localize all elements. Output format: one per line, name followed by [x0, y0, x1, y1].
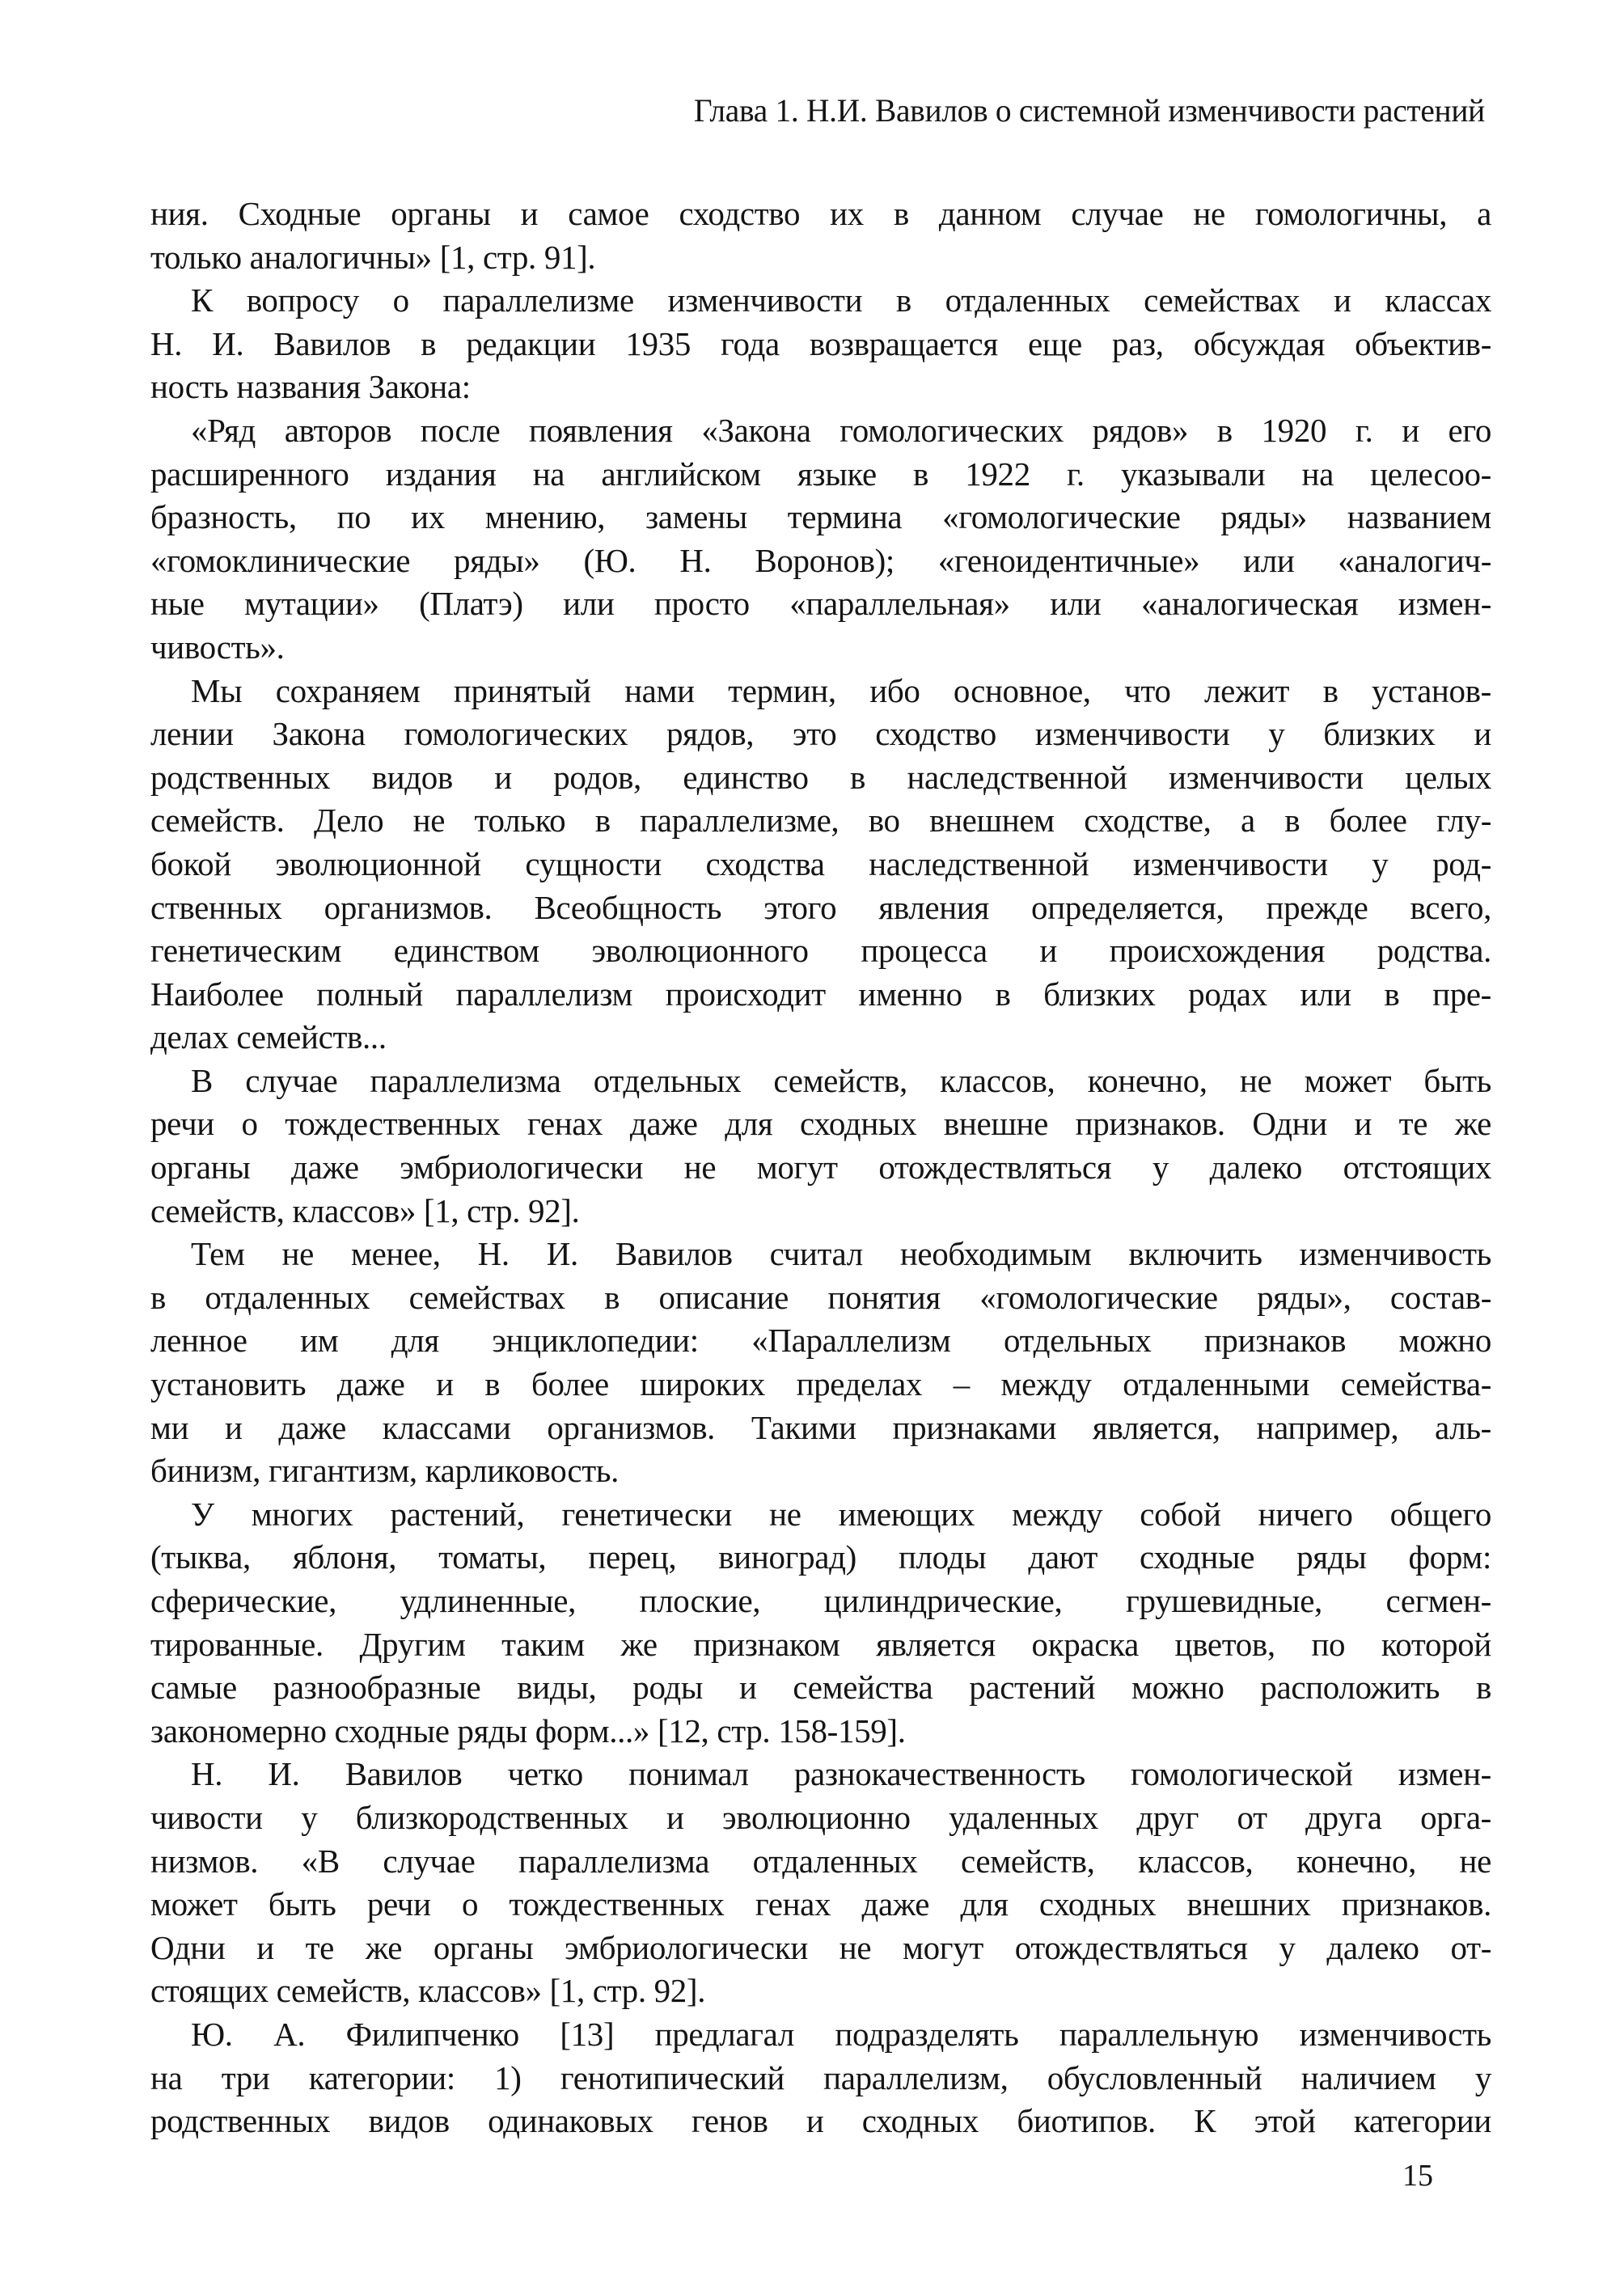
quote-paragraph [150, 1493, 1491, 1754]
text-line: У многих растений, генетически не имеющих между собой ничего общего [191, 1495, 1491, 1533]
text-line: ственных организмов. Всеобщность этого явления определяется, прежде всего, [150, 888, 1491, 926]
running-header: Глава 1. Н.И. Вавилов о системной изменчивости растений [693, 92, 1485, 129]
text-line: расширенного издания на английском языке в 1922 г. указывали на целесоо- [150, 455, 1491, 493]
text-line: Одни и те же органы эмбриологически не могут отождествляться у далеко от- [150, 1928, 1491, 1966]
quote-paragraph [150, 409, 1491, 670]
text-line: «гомоклинические ряды» (Ю. Н. Воронов); «геноидентичные» или «аналогич- [150, 541, 1491, 579]
quote-paragraph [150, 670, 1491, 1060]
text-line: родственных видов и родов, единство в наследственной изменчивости целых [150, 758, 1491, 796]
text-line: сферические, удлиненные, плоские, цилиндрические, грушевидные, сегмен- [150, 1582, 1491, 1619]
text-line: ленное им для энциклопедии: «Параллелизм отдельных признаков можно [150, 1322, 1491, 1360]
text-line: тированные. Другим таким же признаком является окраска цветов, по которой [150, 1625, 1491, 1663]
page-number: 15 [1402, 2159, 1433, 2193]
text-line: речи о тождественных генах даже для сходных внешне признаков. Одни и те же [150, 1105, 1491, 1143]
text-line: Тем не менее, Н. И. Вавилов считал необходимым включить изменчивость [191, 1235, 1491, 1273]
text-line: бразность, по их мнению, замены термина «гомологические ряды» названием [150, 498, 1491, 536]
text-line: ния. Сходные органы и самое сходство их в данном случае не гомологичны, а [150, 195, 1491, 232]
page-body [150, 192, 1491, 2143]
text-line: В случае параллелизма отдельных семейств, классов, конечно, не может быть [191, 1061, 1491, 1099]
text-line: лении Закона гомологических рядов, это сходство изменчивости у близких и [150, 715, 1491, 753]
text-line: делах семейств... [150, 1018, 387, 1056]
text-line: ми и даже классами организмов. Такими признаками является, например, аль- [150, 1408, 1491, 1446]
text-line: семейств. Дело не только в параллелизме, во внешнем сходстве, а в более глу- [150, 802, 1491, 840]
text-line: (тыква, яблоня, томаты, перец, виноград) плоды дают сходные ряды форм: [150, 1538, 1491, 1576]
text-line: низмов. «В случае параллелизма отдаленных семейств, классов, конечно, не [150, 1842, 1491, 1880]
text-line: может быть речи о тождественных генах даже для сходных внешних признаков. [150, 1885, 1491, 1923]
text-line: только аналогичны» [1, стр. 91]. [150, 238, 596, 276]
text-line: закономерно сходные ряды форм...» [12, стр. 158-159]. [150, 1711, 906, 1749]
text-line: Н. И. Вавилов в редакции 1935 года возвращается еще раз, обсуждая объектив- [150, 324, 1491, 362]
text-line: самые разнообразные виды, роды и семейства растений можно расположить в [150, 1669, 1491, 1707]
paragraph [150, 1753, 1491, 2013]
text-line: ность названия Закона: [150, 368, 471, 406]
text-line: бокой эволюционной сущности сходства наследственной изменчивости у род- [150, 844, 1491, 882]
text-line: чивость». [150, 628, 285, 666]
text-line: Н. И. Вавилов четко понимал разнокачественность гомологической измен- [191, 1755, 1491, 1793]
text-line: Мы сохраняем принятый нами термин, ибо основное, что лежит в установ- [191, 671, 1491, 709]
text-line: установить даже и в более широких пределах – между отдаленными семейства- [150, 1365, 1491, 1403]
text-line: в отдаленных семействах в описание понятия «гомологические ряды», состав- [150, 1278, 1491, 1316]
text-line: генетическим единством эволюционного процесса и происхождения родства. [150, 932, 1491, 970]
text-line: ные мутации» (Платэ) или просто «параллельная» или «аналогическая измен- [150, 585, 1491, 623]
paragraph [150, 192, 1491, 279]
text-line: семейств, классов» [1, стр. 92]. [150, 1191, 580, 1229]
paragraph [150, 1233, 1491, 1493]
paragraph [150, 2013, 1491, 2143]
text-line: К вопросу о параллелизме изменчивости в отдаленных семействах и классах [191, 281, 1491, 319]
text-line: Наиболее полный параллелизм происходит именно в близких родах или в пре- [150, 975, 1491, 1013]
text-line: органы даже эмбриологически не могут отождествляться у далеко отстоящих [150, 1149, 1491, 1187]
text-line: родственных видов одинаковых генов и сходных биотипов. К этой категории [150, 2102, 1491, 2140]
text-line: Ю. А. Филипченко [13] предлагал подразделять параллельную изменчивость [191, 2015, 1491, 2053]
text-line: «Ряд авторов после появления «Закона гомологических рядов» в 1920 г. и его [191, 411, 1491, 449]
quote-paragraph [150, 1060, 1491, 1233]
text-line: стоящих семейств, классов» [1, стр. 92]. [150, 1972, 706, 2010]
text-line: бинизм, гигантизм, карликовость. [150, 1452, 620, 1490]
paragraph [150, 279, 1491, 409]
text-line: на три категории: 1) генотипический параллелизм, обусловленный наличием у [150, 2058, 1491, 2096]
text-line: чивости у близкородственных и эволюционно удаленных друг от друга орга- [150, 1798, 1491, 1836]
